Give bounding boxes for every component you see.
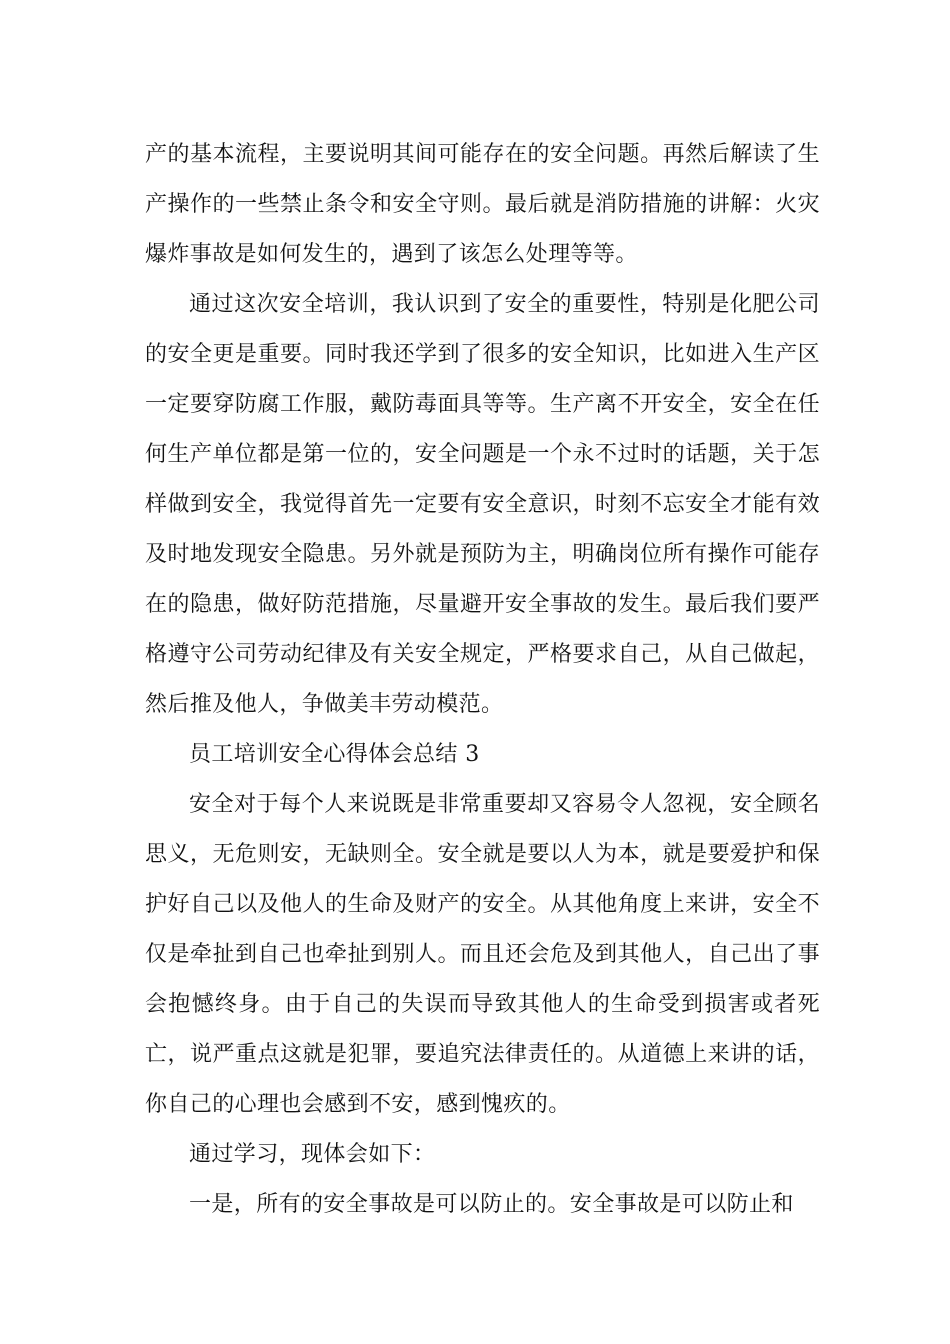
section-heading: 员工培训安全心得体会总结 3: [189, 742, 480, 767]
paragraph-point-one: 一是，所有的安全事故是可以防止的。安全事故是可以防止和: [189, 1192, 794, 1217]
paragraph-safety-importance: 安全对于每个人来说既是非常重要却又容易令人忽视，安全顾名思义，无危则安，无缺则全。安全就是要以人为本，就是要爱护和保护好自己以及他人的生命及财产的安全。从其他角度上来讲，安全不仅是牵扯到自己也牵扯到别人。而且还会危及到其他人，自己出了事会抱憾终身。由于自己的失误而导致其他人的生命受到损害或者死亡，说严重点这就是犯罪，要追究法律责任的。从道德上来讲的话，你自己的心理也会感到不安，感到愧疚的。: [145, 792, 820, 1117]
paragraph-learning-intro: 通过学习，现体会如下：: [189, 1142, 436, 1167]
document-body: [145, 130, 820, 1230]
paragraph-continued: 产的基本流程，主要说明其间可能存在的安全问题。再然后解读了生产操作的一些禁止条令和安全守则。最后就是消防措施的讲解：火灾爆炸事故是如何发生的，遇到了该怎么处理等等。: [145, 142, 820, 267]
paragraph-training-reflection: 通过这次安全培训，我认识到了安全的重要性，特别是化肥公司的安全更是重要。同时我还学到了很多的安全知识，比如进入生产区一定要穿防腐工作服，戴防毒面具等等。生产离不开安全，安全在任何生产单位都是第一位的，安全问题是一个永不过时的话题，关于怎样做到安全，我觉得首先一定要有安全意识，时刻不忘安全才能有效及时地发现安全隐患。另外就是预防为主，明确岗位所有操作可能存在的隐患，做好防范措施，尽量避开安全事故的发生。最后我们要严格遵守公司劳动纪律及有关安全规定，严格要求自己，从自己做起，然后推及他人，争做美丰劳动模范。: [145, 292, 820, 717]
